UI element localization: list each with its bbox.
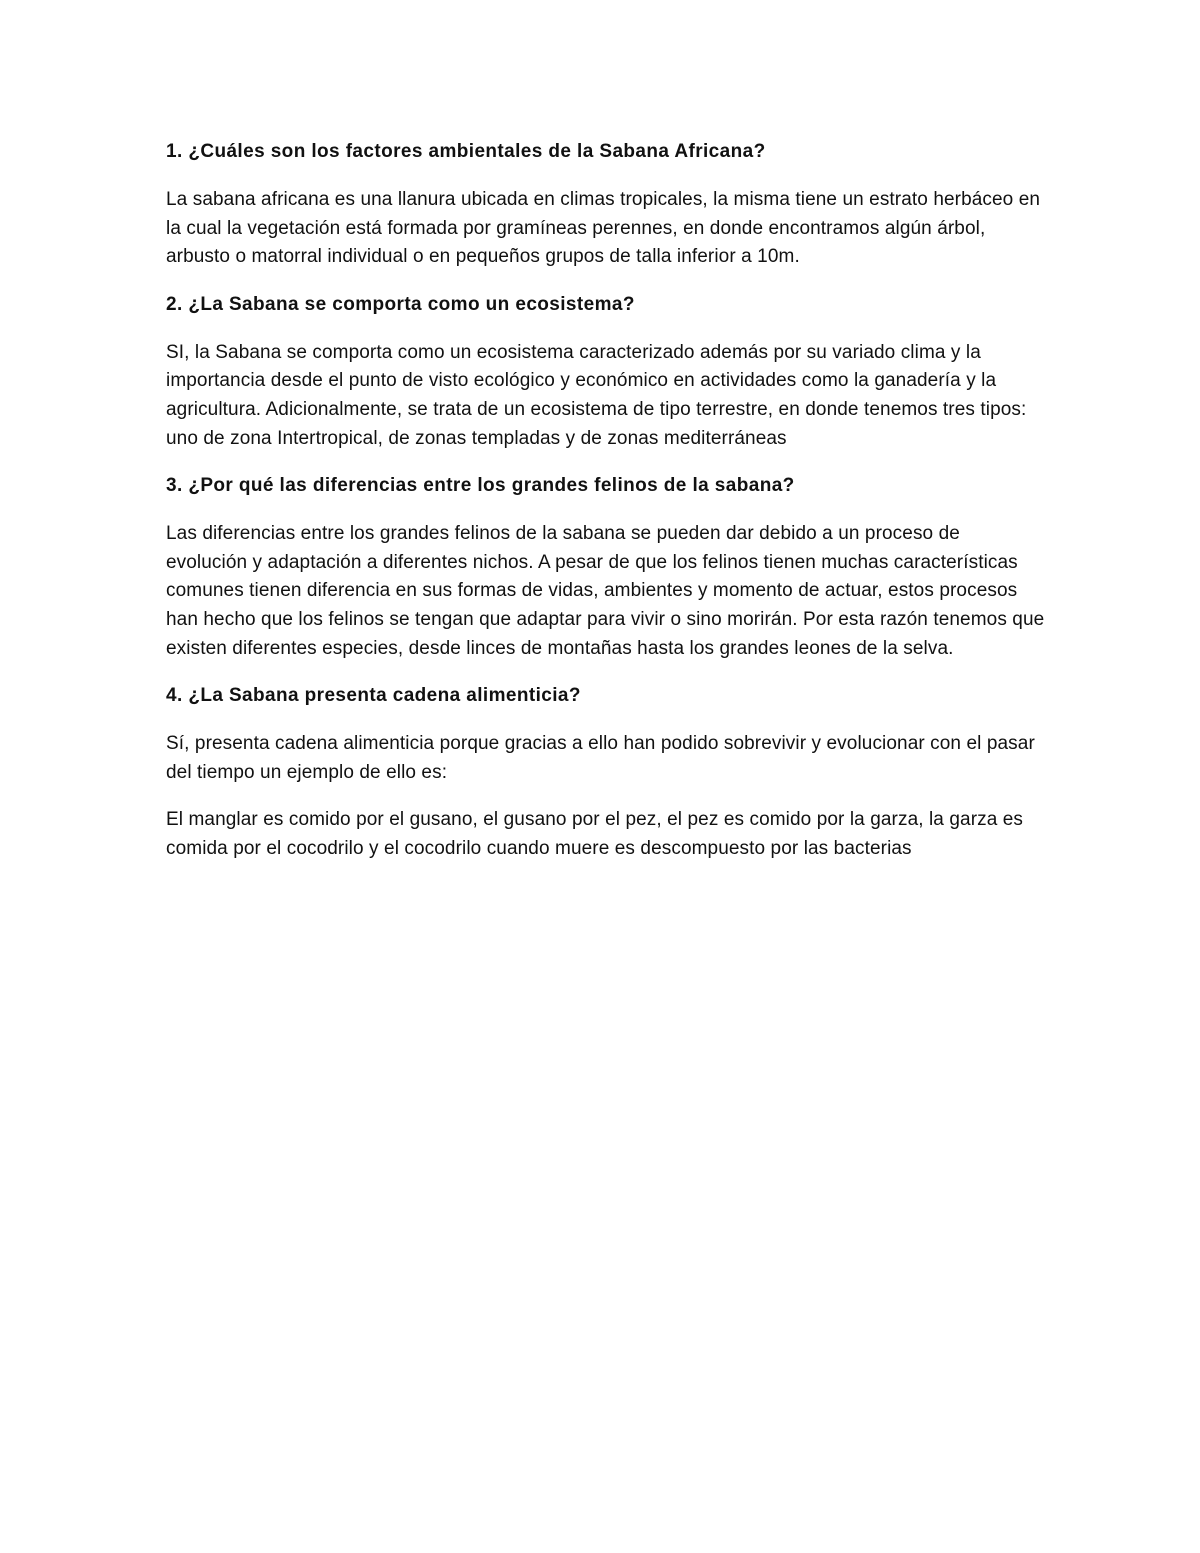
section-3: [166, 472, 1046, 663]
section-4: [166, 682, 1046, 863]
question-heading: 1. ¿Cuáles son los factores ambientales de la Sabana Africana?: [166, 141, 766, 162]
question-heading: 2. ¿La Sabana se comporta como un ecosistema?: [166, 293, 635, 315]
document-body: [166, 138, 1046, 883]
answer-paragraph: La sabana africana es una llanura ubicada en climas tropicales, la misma tiene un estrato herbáceo en la cual la vegetación está formada por gramíneas perennes, en donde encontramos algún árbol, arbusto o matorral individual o en pequeños grupos de talla inferior a 10m.: [166, 189, 1041, 268]
answer-paragraph: El manglar es comido por el gusano, el gusano por el pez, el pez es comido por la garza, la garza es comida por el cocodrilo y el cocodrilo cuando muere es descompuesto por las bacterias: [166, 809, 1024, 859]
section-1: [166, 138, 1046, 272]
section-2: [166, 291, 1046, 453]
question-heading: 3. ¿Por qué las diferencias entre los grandes felinos de la sabana?: [166, 475, 795, 497]
answer-paragraph: Sí, presenta cadena alimenticia porque gracias a ello han podido sobrevivir y evolucionar con el pasar del tiempo un ejemplo de ello es:: [166, 733, 1035, 783]
answer-paragraph: Las diferencias entre los grandes felinos de la sabana se pueden dar debido a un proceso de evolución y adaptación a diferentes nichos. A pesar de que los felinos tienen muchas características comunes tienen diferencia en sus formas de vidas, ambientes y momento de actuar, estos procesos han hecho que los felinos se tengan que adaptar para vivir o sino morirán. Por esta razón tenemos que existen diferentes especies, desde linces de montañas hasta los grandes leones de la selva.: [166, 523, 1045, 659]
answer-paragraph: SI, la Sabana se comporta como un ecosistema caracterizado además por su variado clima y la importancia desde el punto de visto ecológico y económico en actividades como la ganadería y la agricultura. Adicionalmente, se trata de un ecosistema de tipo terrestre, en donde tenemos tres tipos: uno de zona Intertropical, de zonas templadas y de zonas mediterráneas: [166, 341, 1027, 449]
question-heading: 4. ¿La Sabana presenta cadena alimenticia?: [166, 685, 581, 707]
